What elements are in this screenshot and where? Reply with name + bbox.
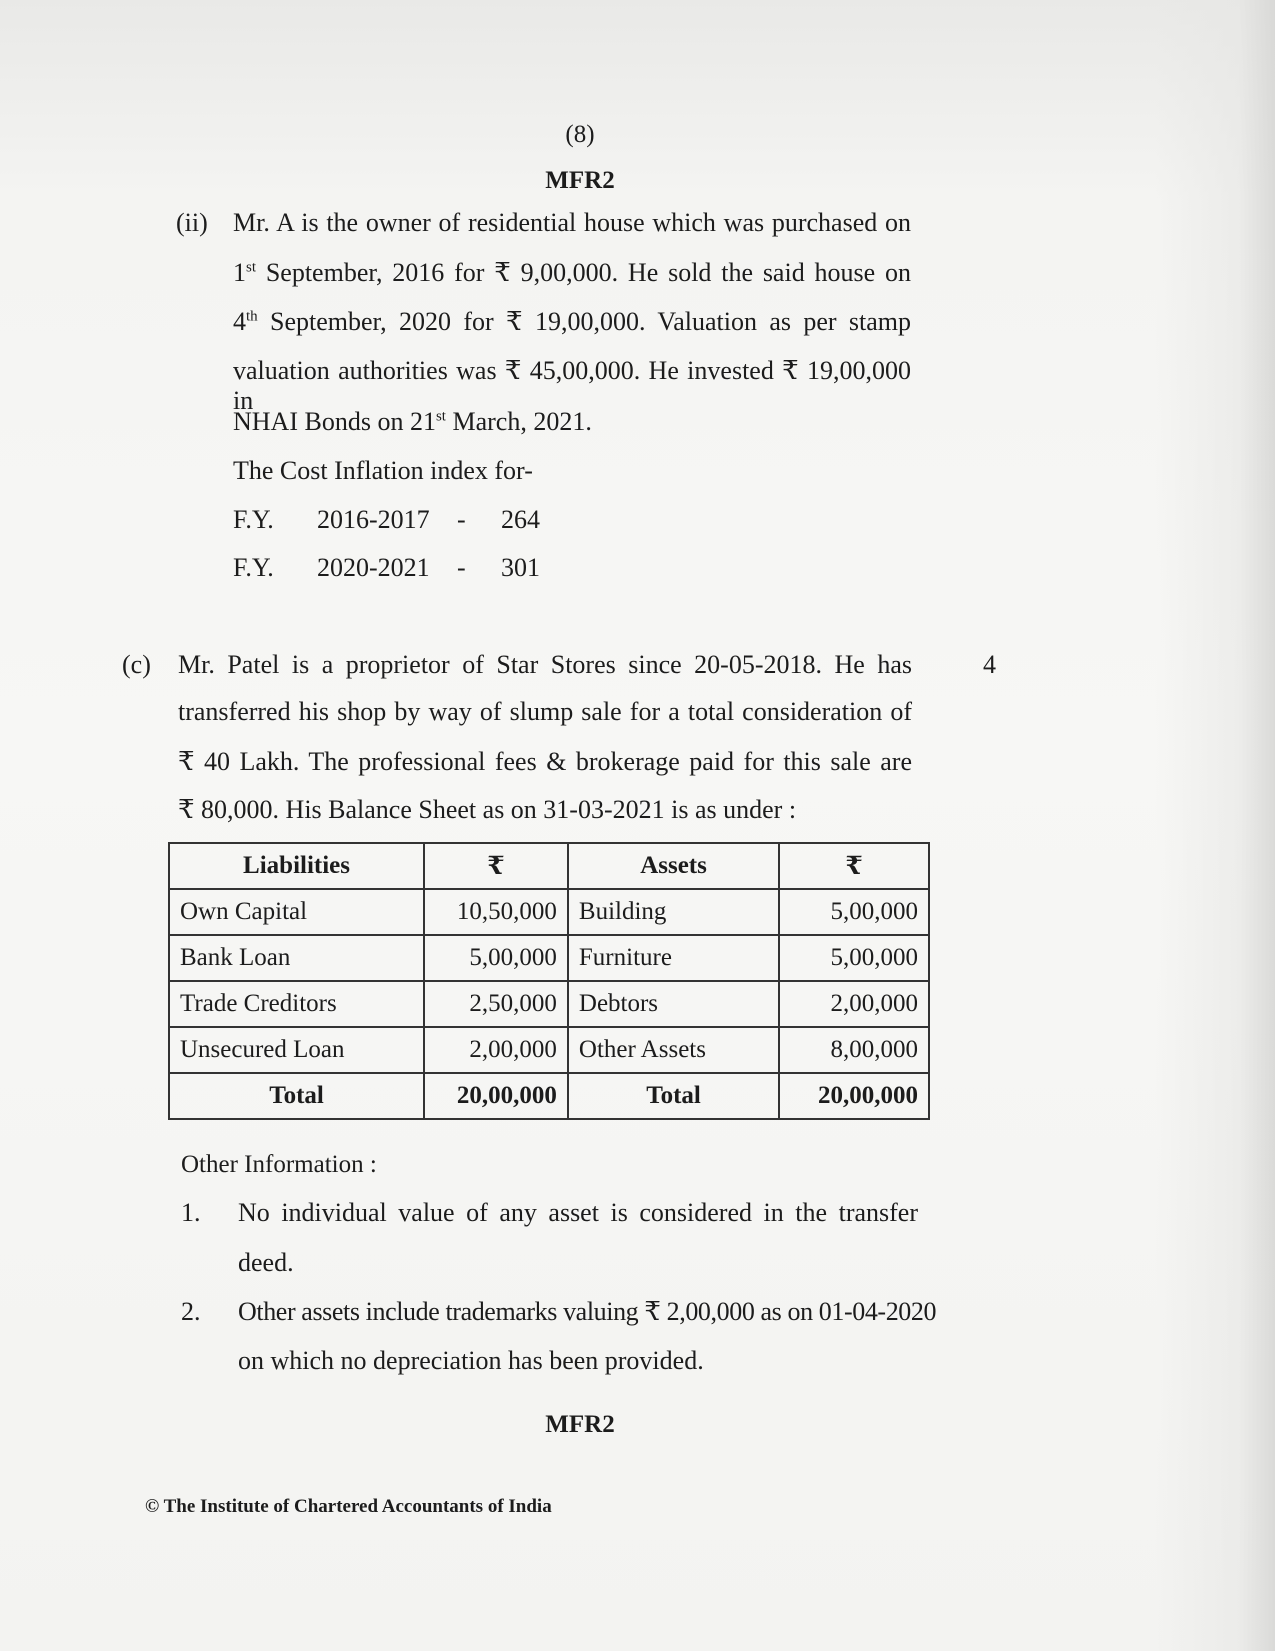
part-c-line-3: ₹ 40 Lakh. The professional fees & brokerage paid for this sale are bbox=[178, 747, 912, 776]
table-row bbox=[169, 981, 929, 1027]
other-info-heading: Other Information : bbox=[181, 1151, 377, 1178]
table-row bbox=[169, 1027, 929, 1073]
total-liabilities-amount: 20,00,000 bbox=[424, 1073, 568, 1119]
cii-row-2: F.Y. 2020-2021 - 301 bbox=[233, 553, 540, 582]
table-total-row bbox=[169, 1073, 929, 1119]
paper-code-footer: MFR2 bbox=[545, 1411, 615, 1438]
paper-code-header: MFR2 bbox=[545, 167, 615, 194]
other-info-item-2-line-2: on which no depreciation has been provided. bbox=[238, 1346, 704, 1375]
other-info-num-2: 2. bbox=[181, 1297, 201, 1326]
asset-name: Furniture bbox=[568, 935, 779, 981]
part-c-line-4: ₹ 80,000. His Balance Sheet as on 31-03-2021 is as under : bbox=[178, 795, 797, 824]
cii-row-1: F.Y. 2016-2017 - 264 bbox=[233, 505, 540, 534]
liability-amount: 10,50,000 bbox=[424, 889, 568, 935]
part-c-line-2: transferred his shop by way of slump sale for a total consideration of bbox=[178, 697, 912, 726]
header-rupee-assets: ₹ bbox=[779, 843, 929, 889]
liability-amount: 2,00,000 bbox=[424, 1027, 568, 1073]
header-rupee-liabilities: ₹ bbox=[424, 843, 568, 889]
total-liabilities-label: Total bbox=[169, 1073, 424, 1119]
balance-sheet-table bbox=[168, 842, 930, 1120]
part-c-marks: 4 bbox=[983, 650, 996, 679]
other-info-item-1-line-2: deed. bbox=[238, 1248, 294, 1277]
liability-name: Trade Creditors bbox=[169, 981, 424, 1027]
other-info-num-1: 1. bbox=[181, 1198, 201, 1227]
asset-amount: 5,00,000 bbox=[779, 935, 929, 981]
table-header-row bbox=[169, 843, 929, 889]
part-ii-line-5: NHAI Bonds on 21st March, 2021. bbox=[233, 407, 592, 436]
part-ii-line-2: 1st September, 2016 for ₹ 9,00,000. He sold the said house on bbox=[233, 258, 911, 287]
header-liabilities: Liabilities bbox=[169, 843, 424, 889]
part-ii-line-1: Mr. A is the owner of residential house which was purchased on bbox=[233, 208, 911, 237]
liability-amount: 5,00,000 bbox=[424, 935, 568, 981]
header-assets: Assets bbox=[568, 843, 779, 889]
asset-amount: 8,00,000 bbox=[779, 1027, 929, 1073]
part-ii-line-4: valuation authorities was ₹ 45,00,000. He invested ₹ 19,00,000 in bbox=[233, 356, 911, 415]
cii-intro: The Cost Inflation index for- bbox=[233, 456, 533, 485]
part-c-line-1: Mr. Patel is a proprietor of Star Stores since 20-05-2018. He has bbox=[178, 650, 912, 679]
asset-amount: 5,00,000 bbox=[779, 889, 929, 935]
copyright-notice: © The Institute of Chartered Accountants of India bbox=[145, 1496, 552, 1517]
part-ii-line-3: 4th September, 2020 for ₹ 19,00,000. Valuation as per stamp bbox=[233, 307, 911, 336]
part-ii-label: (ii) bbox=[176, 208, 208, 237]
page-number: (8) bbox=[565, 121, 595, 148]
table-row bbox=[169, 935, 929, 981]
liability-name: Unsecured Loan bbox=[169, 1027, 424, 1073]
asset-amount: 2,00,000 bbox=[779, 981, 929, 1027]
table-row bbox=[169, 889, 929, 935]
liability-name: Bank Loan bbox=[169, 935, 424, 981]
asset-name: Other Assets bbox=[568, 1027, 779, 1073]
asset-name: Debtors bbox=[568, 981, 779, 1027]
total-assets-label: Total bbox=[568, 1073, 779, 1119]
total-assets-amount: 20,00,000 bbox=[779, 1073, 929, 1119]
scan-edge-shadow bbox=[1155, 0, 1275, 1651]
asset-name: Building bbox=[568, 889, 779, 935]
other-info-item-2-line-1: Other assets include trademarks valuing ₹ 2,00,000 as on 01-04-2020 bbox=[238, 1297, 937, 1326]
liability-name: Own Capital bbox=[169, 889, 424, 935]
other-info-item-1-line-1: No individual value of any asset is considered in the transfer bbox=[238, 1198, 918, 1227]
liability-amount: 2,50,000 bbox=[424, 981, 568, 1027]
part-c-label: (c) bbox=[122, 650, 151, 679]
